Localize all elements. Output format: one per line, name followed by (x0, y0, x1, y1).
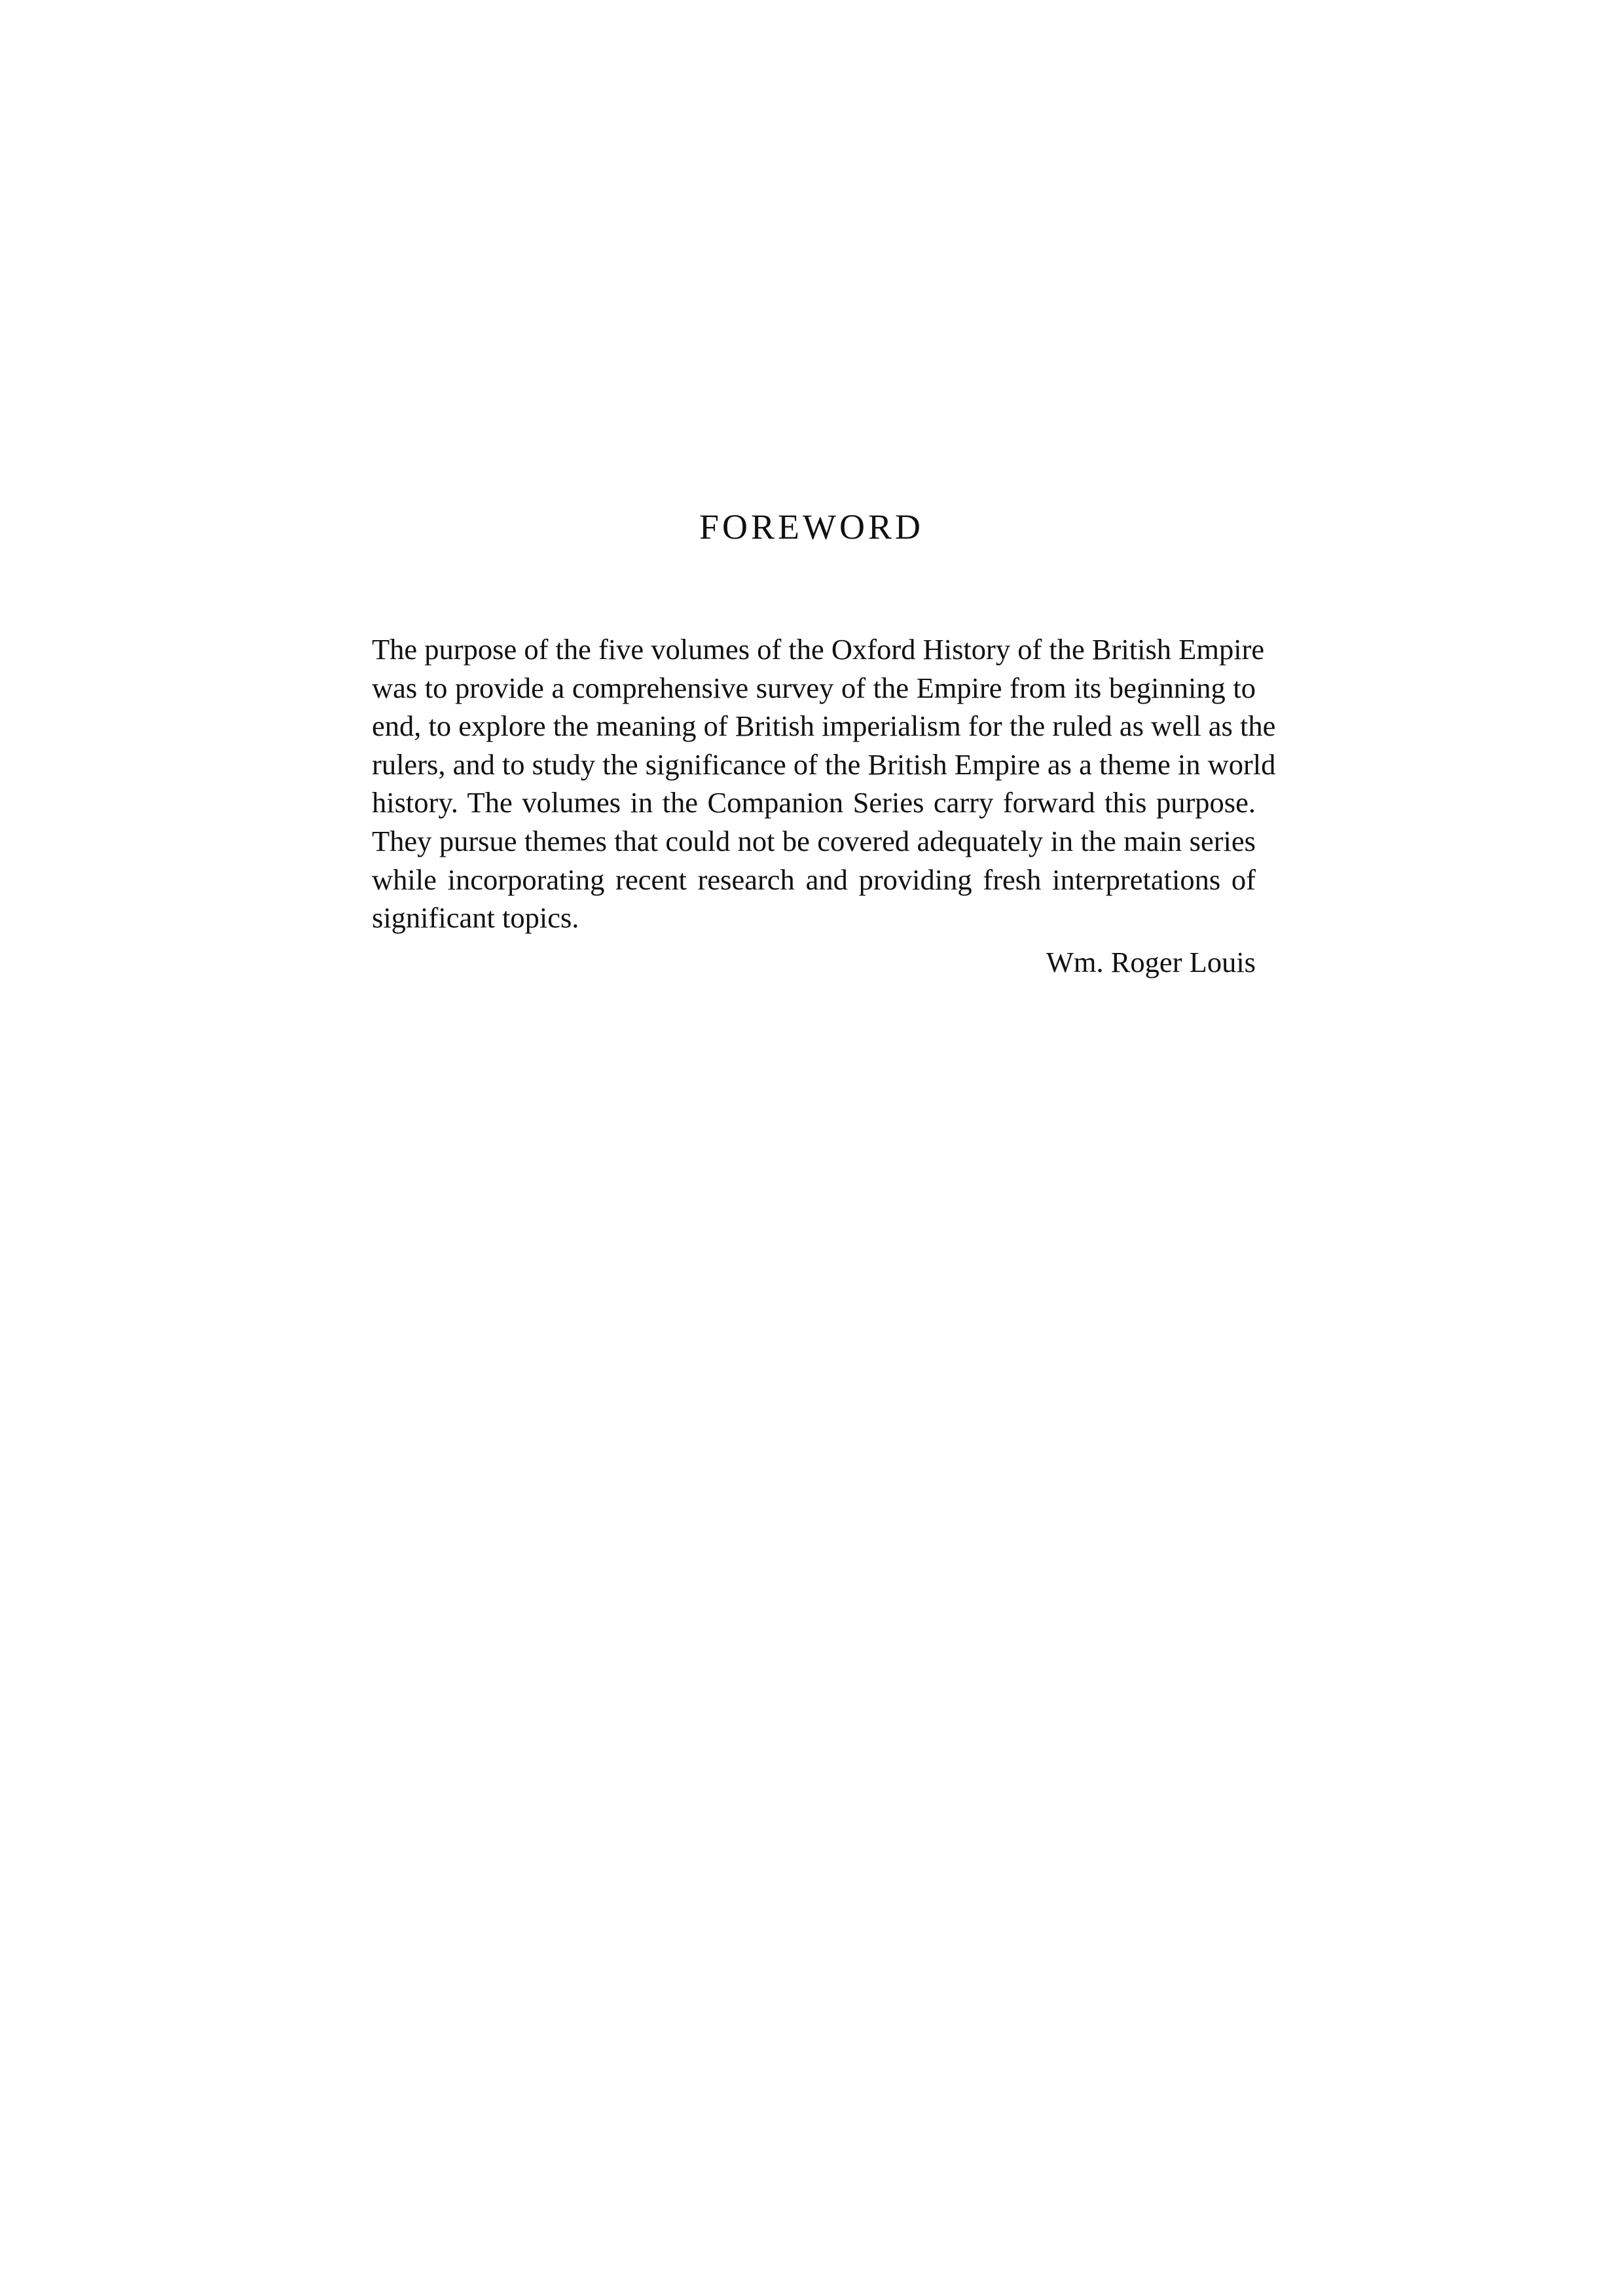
paragraph-line: end, to explore the meaning of British imperialism for the ruled as well as the (372, 709, 1276, 743)
paragraph-line: history. The volumes in the Companion Series carry forward this purpose. (372, 786, 1256, 819)
paragraph-line: while incorporating recent research and providing fresh interpretations of (372, 863, 1256, 896)
paragraph-line: The purpose of the five volumes of the Oxford History of the British Empire (372, 633, 1265, 666)
author-signature: Wm. Roger Louis (1046, 946, 1256, 978)
paragraph-line: was to provide a comprehensive survey of the Empire from its beginning to (372, 671, 1256, 704)
foreword-paragraph (372, 630, 1276, 937)
page-title: FOREWORD (699, 507, 924, 547)
paragraph-line: They pursue themes that could not be covered adequately in the main series (372, 824, 1256, 857)
paragraph-line: significant topics. (372, 901, 579, 935)
paragraph-line: rulers, and to study the significance of the British Empire as a theme in world (372, 747, 1276, 781)
